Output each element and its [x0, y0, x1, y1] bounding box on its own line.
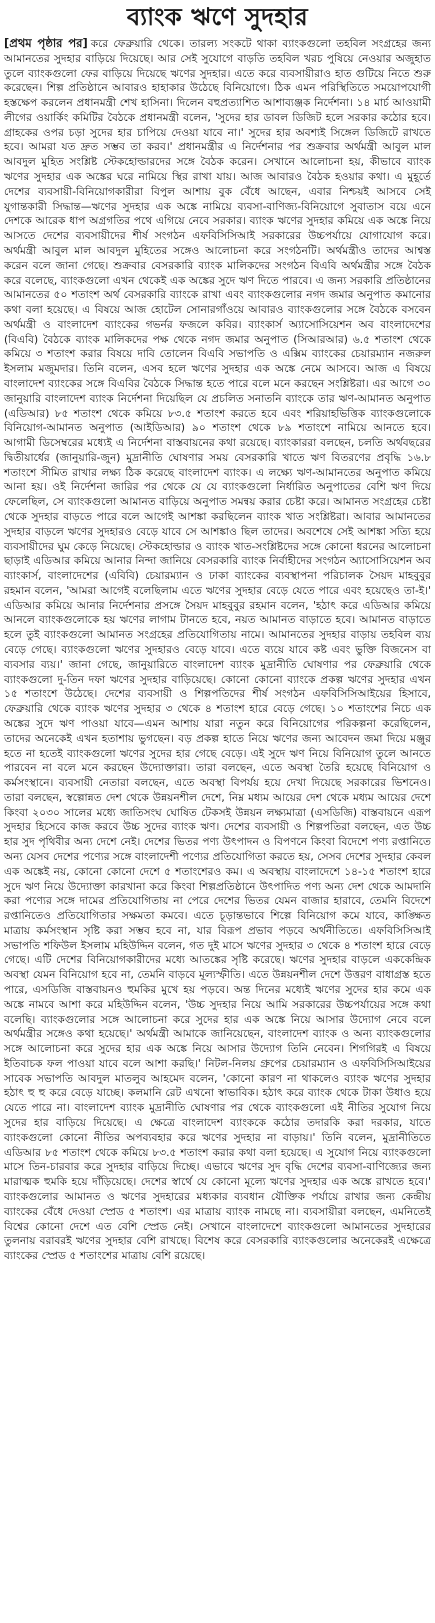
- article-paragraph: [4, 36, 431, 1264]
- continued-label: প্রথম পৃষ্ঠার পর: [9, 36, 83, 50]
- article-headline: ব্যাংক ঋণে সুদহার: [126, 3, 309, 31]
- bracket-close: ]: [82, 36, 88, 50]
- article-body: [4, 36, 431, 1264]
- continued-from-tag: [4, 36, 88, 50]
- article-text: করে ফেব্রুয়ারি থেকে। তারল্য সংকটে থাকা ব্যাংকগুলো তহবিল সংগ্রহের জন্য আমানতের সুদহার বাড়িয়ে দিয়েছে। আর সেই সুযোগে বাড়তি তহবিল খরচ পুষিয়ে নেওয়ার অজুহাত তুলে ব্যাংকগুলো ফের বাড়িয়ে দিয়েছে ঋণের সুদহার। এতে করে ব্যবসায়ীরাও হাত গুটিয়ে নিতে শুরু করেছেন। শিল্প প্রতিষ্ঠানে আবারও হাহাকার উঠেছে বিনিয়োগে। ঠিক এমন পরিস্থিতিতে সময়োপযোগী হস্তক্ষেপ করলেন প্রধানমন্ত্রী শেখ হাসিনা। দিলেন বহুপ্রত্যাশিত আশাব্যঞ্জক নির্দেশনা। ১৪ মার্চ আওয়ামী লীগের ওয়ার্কিং কমিটির বৈঠকে প্রধানমন্ত্রী বলেন, 'সুদের হার ডাবল ডিজিট হলে সরকার কঠোর হবে। গ্রাহকের ওপর চড়া সুদের হার চাপিয়ে দেওয়া যাবে না।' সুদের হার অবশ্যই সিঙ্গেল ডিজিটে রাখতে হবে। আমরা যত দ্রুত সম্ভব তা করব।' প্রধানমন্ত্রীর এ নির্দেশনার পর শুক্রবার অর্থমন্ত্রী আবুল মাল আবদুল মুহিত সংশ্লিষ্ট স্টেকহোল্ডারদের সঙ্গে বৈঠক করেন। সেখানে আলোচনা হয়, কীভাবে ব্যাংক ঋণের সুদহার এক অঙ্কের ঘরে নামিয়ে স্থির রাখা যায়। আজ আবারও বৈঠক হওয়ার কথা। এ মুহূর্তে দেশের ব্যবসায়ী-বিনিয়োগকারীরা বিপুল আশায় বুক বেঁধে আছেন, এবার নিশ্চয়ই আসবে সেই যুগান্তকারী সিদ্ধান্ত—ঋণের সুদহার এক অঙ্কে নামিয়ে ব্যবসা-বাণিজ্য-বিনিয়োগে সুবাতাস বয়ে এনে দেশকে আরেক ধাপ অগ্রগতির পথে এগিয়ে নেবে সরকার। ব্যাংক ঋণের সুদহার কমিয়ে এক অঙ্কে নিয়ে আসতে দেশের ব্যবসায়ীদের শীর্ষ সংগঠন এফবিসিসিআই সরকারের উচ্চপর্যায়ে যোগাযোগ করে। অর্থমন্ত্রী আবুল মাল আবদুল মুহিতের সঙ্গেও আলোচনা করে সংগঠনটি। অর্থমন্ত্রীও তাদের আশ্বস্ত করেন বলে জানা গেছে। শুক্রবার বেসরকারি ব্যাংক মালিকদের সংগঠন বিএবি অর্থমন্ত্রীর সঙ্গে বৈঠক করে বলেছে, ব্যাংকগুলো এখন থেকেই এক অঙ্কের সুদে ঋণ দিতে পারবে। এ জন্য সরকারি প্রতিষ্ঠানের আমানতের ৫০ শতাংশ অর্থ বেসরকারি ব্যাংকে রাখা এবং ব্যাংকগুলোর নগদ জমার অনুপাত কমানোর কথা বলা হয়েছে। এ বিষয়ে আজ হোটেল সোনারগাঁওয়ে আবারও ব্যাংকগুলোর সঙ্গে বৈঠকে বসবেন অর্থমন্ত্রী ও বাংলাদেশ ব্যাংকের গভর্নর ফজলে কবির। ব্যাংকার্স অ্যাসোসিয়েশন অব বাংলাদেশের (বিএবি) বৈঠকে ব্যাংক মালিকদের পক্ষ থেকে নগদ জমার অনুপাত (সিআরআর) ৬.৫ শতাংশ থেকে কমিয়ে ৩ শতাংশ করার বিষয়ে দাবি তোলেন বিএবি সভাপতি ও এক্সিম ব্যাংকের চেয়ারম্যান নজরুল ইসলাম মজুমদার। তিনি বলেন, এসব হলে ঋণের সুদহার এক অঙ্কে নেমে আসবে। আজ এ বিষয়ে বাংলাদেশ ব্যাংকের সঙ্গে বিএবির বৈঠকে সিদ্ধান্ত হতে পারে বলে মনে করছেন সংশ্লিষ্টরা। এর আগে ৩০ জানুয়ারি বাংলাদেশ ব্যাংক নির্দেশনা দিয়েছিল যে প্রচলিত সনাতনি ব্যাংকে তার ঋণ-আমানত অনুপাত (এডিআর) ৮৫ শতাংশ থেকে কমিয়ে ৮৩.৫ শতাংশ করতে হবে এবং শরিয়াহভিত্তিক ব্যাংকগুলোকে বিনিয়োগ-আমানত অনুপাত (আইডিআর) ৯০ শতাংশ থেকে ৮৯ শতাংশে নামিয়ে আনতে হবে। আগামী ডিসেম্বরের মধ্যেই এ নির্দেশনা বাস্তবায়নের কথা রয়েছে। ব্যাংকাররা বলছেন, চলতি অর্থবছরের দ্বিতীয়ার্ধের (জানুয়ারি-জুন) মুদ্রানীতি ঘোষণার সময় বেসরকারি খাতে ঋণ বিতরণের প্রবৃদ্ধি ১৬.৮ শতাংশে সীমিত রাখার লক্ষ্য ঠিক করেছে বাংলাদেশ ব্যাংক। এ লক্ষ্যে ঋণ-আমানতের অনুপাত কমিয়ে আনা হয়। ওই নির্দেশনা জারির পর থেকে যে যে ব্যাংকগুলো নির্ধারিত অনুপাতের বেশি ঋণ দিয়ে ফেলেছিল, সে ব্যাংকগুলো আমানত বাড়িয়ে অনুপাত সমন্বয় করার চেষ্টা করে। আমানত সংগ্রহের চেষ্টা থেকে সুদহার বাড়তে পারে বলে আগেই আশঙ্কা করছিলেন ব্যাংক খাত সংশ্লিষ্টরা। আবার আমানতের সুদহার বাড়লে ঋণের সুদহারও বেড়ে যাবে সে আশঙ্কাও ছিল তাদের। অবশেষে সেই আশঙ্কা সত্যি হয়ে ব্যবসায়ীদের ঘুম কেড়ে নিয়েছে। স্টেকহোল্ডার ও ব্যাংক খাত-সংশ্লিষ্টদের সঙ্গে কোনো ধরনের আলোচনা ছাড়াই এডিআর কমিয়ে আনার নিন্দা জানিয়ে বেসরকারি ব্যাংক নির্বাহীদের সংগঠন অ্যাসোসিয়েশন অব ব্যাংকার্স, বাংলাদেশের (এবিবি) চেয়ারম্যান ও ঢাকা ব্যাংকের ব্যবস্থাপনা পরিচালক সৈয়দ মাহবুবুর রহমান বলেন, 'আমরা আগেই বলেছিলাম এতে ঋণের সুদহার বেড়ে যেতে পারে এবং হয়েছেও তা-ই।' এডিআর কমিয়ে আনার নির্দেশনার প্রসঙ্গে সৈয়দ মাহবুবুর রহমান বলেন, 'হঠাৎ করে এডিআর কমিয়ে আনলে ব্যাংকগুলোকে হয় ঋণের লাগাম টানতে হবে, নয়ত আমানত বাড়াতে হবে। আমানত বাড়াতে হলে তুই ব্যাংকগুলো আমানত সংগ্রহের প্রতিযোগিতায় নামে। আমানতের সুদহার বাড়ায় তহবিল ব্যয় বেড়ে গেছে। ব্যাংকগুলো ঋণের সুদহারও বেড়ে যাবে। এতে ব্যয়ে যাবে কষ্ট এবং ভুক্তি বিজনেস বা ব্যবসার ব্যয়।' জানা গেছে, জানুয়ারিতে বাংলাদেশ ব্যাংক মুদ্রানীতি ঘোষণার পর ফেব্রুয়ারি থেকে ব্যাংকগুলো দু-তিন দফা ঋণের সুদহার বাড়িয়েছে। কোনো কোনো ব্যাংকে প্রকল্প ঋণের সুদহার এখন ১৫ শতাংশে উঠেছে। দেশের ব্যবসায়ী ও শিল্পপতিদের শীর্ষ সংগঠন এফবিসিসিআইয়ের হিসাবে, ফেব্রুয়ারি থেকে ব্যাংক ঋণের সুদহার ৩ থেকে ৪ শতাংশ হারে বেড়ে গেছে। ১০ শতাংশের নিচে এক অঙ্কের সুদে ঋণ পাওয়া যাবে—এমন আশায় যারা নতুন করে বিনিয়োগের পরিকল্পনা করেছিলেন, তাদের অনেকেই এখন হতাশায় ভুগছেন। বড় প্রকল্প হাতে নিয়ে ঋণের জন্য আবেদন জমা দিয়ে মঞ্জুর হতে না হতেই ব্যাংকগুলো ঋণের সুদের হার গেছে বেড়ে। এই সুদে ঋণ নিয়ে বিনিয়োগ তুলে আনতে পারবেন না বলে মনে করছেন উদ্যোক্তারা। তারা বলছেন, এতে অবস্থা তৈরি হয়েছে বিনিয়োগ ও কর্মসংস্থানে। ব্যবসায়ী নেতারা বলছেন, এতে অবস্থা বিপর্যয় হয়ে দেখা দিয়েছে সরকারের ভিশনেও। তারা বলছেন, স্বল্পোন্নত দেশ থেকে উন্নয়নশীল দেশে, নিম্ন মধ্যম আয়ের দেশ থেকে মধ্যম আয়ের দেশে কিংবা ২০৩০ সালের মধ্যে জাতিসংঘ ঘোষিত টেকসই উন্নয়ন লক্ষ্যমাত্রা (এসডিজি) বাস্তবায়নে এরূপ সুদহার হিসেবে কাজ করবে উচ্চ সুদের ব্যাংক ঋণ। দেশের ব্যবসায়ী ও শিল্পপতিরা বলছেন, এত উচ্চ হার সুদ পৃথিবীর অন্য দেশে নেই। দেশের ভিতর পণ্য উৎপাদন ও বিপণনে কিংবা বিদেশে পণ্য রপ্তানিতে অন্য যেসব দেশের পণ্যের সঙ্গে বাংলাদেশী পণ্যের প্রতিযোগিতা করতে হয়, সেসব দেশের সুদহার কেবল এক অঙ্কেই নয়, কোনো কোনো দেশে ৫ শতাংশেরও কম। এ অবস্থায় বাংলাদেশে ১৪-১৫ শতাংশ হারে সুদে ঋণ নিয়ে উদ্যোক্তা কারখানা করে কিংবা শিল্পপ্রতিষ্ঠানে উৎপাদিত পণ্য অন্য দেশ থেকে আমদানি করা পণ্যের সঙ্গে দামের প্রতিযোগিতায় না পেরে দেশের ভিতর যেমন বাজার হারাবে, তেমনি বিদেশে রপ্তানিতেও প্রতিযোগিতার সক্ষমতা কমবে। এতে চূড়ান্তভাবে শিল্পে বিনিয়োগ কমে যাবে, কাঙ্ক্ষিত মাত্রায় কর্মসংস্থান সৃষ্টি করা সম্ভব হবে না, যার বিরূপ প্রভাব পড়বে অর্থনীতিতে। এফবিসিসিআই সভাপতি শফিউল ইসলাম মহিউদ্দিন বলেন, গত দুই মাসে ঋণের সুদহার ৩ থেকে ৪ শতাংশ হারে বেড়ে গেছে। এটি দেশের বিনিয়োগকারীদের মধ্যে আতঙ্কের সৃষ্টি করেছে। ঋণের সুদহার বাড়লে এককেন্দ্রিক অবস্থা যেমন বিনিয়োগ হবে না, তেমনি বাড়বে মূল্যস্ফীতি। এতে উন্নয়নশীল দেশে উত্তরণ বাধাগ্রস্ত হতে পারে, এসডিজি বাস্তবায়নও হুমকির মুখে হয় পড়বে। অন্ত দিনের মধ্যেই ঋণের সুদের হার কমে এক অঙ্কে নামবে আশা করে মহিউদ্দিন বলেন, 'উচ্চ সুদহার নিয়ে আমি সরকারের উচ্চপর্যায়ের সঙ্গে কথা বলেছি। ব্যাংকগুলোর সঙ্গে আলোচনা করে সুদের হার এক অঙ্কে নিয়ে আসার উদ্যোগ নেবে বলে অর্থমন্ত্রীর সঙ্গেও কথা হয়েছে।' অর্থমন্ত্রী আমাকে জানিয়েছেন, বাংলাদেশ ব্যাংক ও অন্য ব্যাংকগুলোর সঙ্গে আলোচনা করে সুদের হার এক অঙ্কে নিয়ে আসার উদ্যোগ তিনি নেবেন। শিগগিরই এ বিষয়ে ইতিবাচক ফল পাওয়া যাবে বলে আশা করছি।' নিটল-নিলয় গ্রুপের চেয়ারম্যান ও এফবিসিসিআইয়ের সাবেক সভাপতি আবদুল মাতলুব আহমেদ বলেন, 'কোনো কারণ না থাকলেও ব্যাংক ঋণের সুদহার হঠাৎ হু হু করে বেড়ে যাচ্ছে। কলমানি রেট এখনো স্বাভাবিক। হঠাৎ করে ব্যাংক থেকে টাকা উধাও হয়ে যেতে পারে না। বাংলাদেশ ব্যাংক মুদ্রানীতি ঘোষণার পর থেকে ব্যাংকগুলো এই নীতির সুযোগ নিয়ে সুদের হার বাড়িয়ে দিয়েছে। এ ক্ষেত্রে বাংলাদেশ ব্যাংককে কঠোর তদারকি করা দরকার, যাতে ব্যাংকগুলো কোনো নীতির অপব্যবহার করে ঋণের সুদহার না বাড়ায়।' তিনি বলেন, মুদ্রানীতিতে এডিআর ৮৫ শতাংশ থেকে কমিয়ে ৮৩.৫ শতাংশ করার কথা বলা হয়েছে। এ সুযোগ নিয়ে ব্যাংকগুলো মাসে তিন-চারবার করে সুদহার বাড়িয়ে দিচ্ছে। এভাবে ঋণের সুদ বৃদ্ধি দেশের ব্যবসা-বাণিজ্যের জন্য মারাত্মক হুমকি হয়ে দাঁড়িয়েছে। দেশের স্বার্থে যে কোনো মূল্যে ঋণের সুদহার এক অঙ্কে রাখতে হবে।' ব্যাংকগুলোর আমানত ও ঋণের সুদহারের মধ্যকার ব্যবধান যৌক্তিক পর্যায়ে রাখার জন্য কেন্দ্রীয় ব্যাংকের বেঁধে দেওয়া স্প্রেড ৫ শতাংশ। এর মাত্রায় ব্যাংক নামছে না। ব্যবসায়ীরা বলছেন, এমনিতেই বিশ্বের কোনো দেশে এত বেশি স্প্রেড নেই। সেখানে বাংলাদেশে ব্যাংকগুলো আমানতের সুদহারের তুলনায় বরাবরই ঋণের সুদহার বেশি রাখছে। বিশেষ করে বেসরকারি ব্যাংকগুলোর অনেকেরই এক্ষেত্রে ব্যাংকের স্প্রেড ৫ শতাংশের মাত্রায় বেশি রয়েছে।: [4, 38, 432, 1263]
- bracket-open: [: [4, 36, 10, 50]
